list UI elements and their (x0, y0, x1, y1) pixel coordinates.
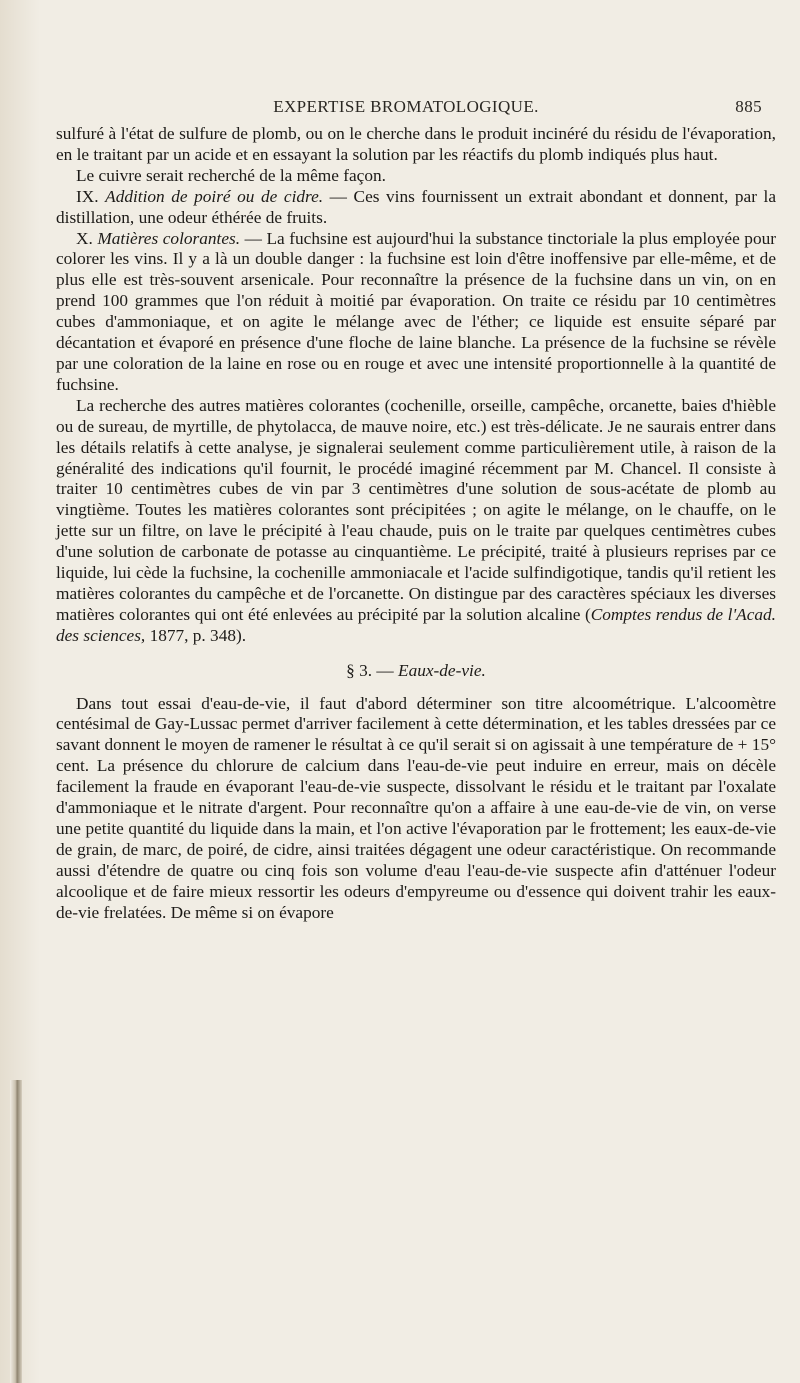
running-title: EXPERTISE BROMATOLOGIQUE. (273, 97, 539, 116)
paragraph-autres-colorantes (56, 396, 776, 647)
section-number: § 3. — (346, 660, 399, 680)
page-number: 885 (735, 97, 762, 116)
item-body-colorantes: — La fuchsine est aujourd'hui la substance tinctoriale la plus employée pour colorer les vins. Il y a là un double danger : la fuchsine est loin d'être inoffensive par elle-même, et de plus elle est très-souvent arsenicale. Pour reconnaître la présence de la fuchsine dans un vin, on en prend 100 grammes que l'on réduit à moitié par évaporation. On traite ce résidu par 10 centimètres cubes d'ammoniaque, et on agite le mélange avec de l'éther; ce liquide est ensuite séparé par décantation et évaporé en présence d'une floche de laine blanche. La présence de la fuchsine se révèle par une coloration de la laine en rose ou en rouge et avec une intensité proportionnelle à la quantité de fuchsine. (56, 228, 776, 394)
running-header (50, 97, 762, 121)
item-number-x: X. (76, 228, 93, 248)
paragraph-cuivre: Le cuivre serait recherché de la même façon. (76, 165, 386, 185)
paragraph-eaux-de-vie: Dans tout essai d'eau-de-vie, il faut d'abord déterminer son titre alcoométrique. L'alcoomètre centésimal de Gay-Lussac permet d'arriver facilement à cette détermination, et les tables dressées par ce savant donnent le moyen de ramener le résultat à ce qu'il serait si on agissait à une température de + 15° cent. La présence du chlorure de calcium dans l'eau-de-vie peut induire en erreur, mais on décèle facilement la fraude en évaporant l'eau-de-vie suspecte, dissolvant le résidu et le traitant par l'oxalate d'ammoniaque et le nitrate d'argent. Pour reconnaître qu'on a affaire à une eau-de-vie de vin, on verse une petite quantité du liquide dans la main, et l'on active l'évaporation par le frottement; les eaux-de-vie de grain, de marc, de poiré, de cidre, ainsi traitées dégagent une odeur caractéristique. On recommande aussi d'étendre de quatre ou cinq fois son volume d'eau l'eau-de-vie suspecte afin d'atténuer l'odeur alcoolique et de faire mieux ressortir les odeurs d'empyreume ou d'essence qui doivent trahir les eaux-de-vie frelatées. De même si on évapore (56, 693, 776, 922)
paragraph-lead-ending: sulfuré à l'état de sulfure de plomb, ou on le cherche dans le produit incinéré du résidu de l'évaporation, en le traitant par un acide et en essayant la solution par les réactifs du plomb indiqués plus haut. (56, 124, 776, 164)
binding-gutter (10, 1080, 22, 1383)
paragraph-poire-cidre (56, 187, 776, 229)
item-title-poire: Addition de poiré ou de cidre. (105, 186, 324, 206)
item-number-ix: IX. (76, 186, 99, 206)
item-body-poire: — Ces vins fournissent un extrait abondant et donnent, par la distillation, une odeur éthérée de fruits. (56, 186, 776, 227)
section-title: Eaux-de-vie. (398, 660, 486, 680)
citation-tail: 1877, p. 348). (145, 625, 247, 645)
section-heading (56, 661, 776, 682)
citation: Comptes rendus de l'Acad. des sciences, (56, 604, 777, 645)
item-title-colorantes: Matières colorantes. (97, 228, 241, 248)
paragraph-body: La recherche des autres matières colorantes (cochenille, orseille, campêche, orcanette, baies d'hièble ou de sureau, de myrtille, de phytolacca, de mauve noire, etc.) est très-délicate. Je ne saurais entrer dans les détails relatifs à cette analyse, je signalerai seulement comme particulièrement utile, à raison de la généralité des indications qu'il fournit, le procédé imaginé récemment par M. Chancel. Il consiste à traiter 10 centimètres cubes de vin par 3 centimètres d'une solution de sous-acétate de plomb au vingtième. Toutes les matières colorantes sont précipitées ; on agite le mélange, on le chauffe, on le jette sur un filtre, on lave le précipité à l'eau chaude, puis on le traite par quelques centimètres cubes d'une solution de carbonate de potasse au cinquantième. Le précipité, traité à plusieurs reprises par ce liquide, lui cède la fuchsine, la cochenille ammoniacale et l'acide sulfindigotique, tandis qu'il retient les matières colorantes du campêche et de l'orcanette. On distingue par des caractères spéciaux les diverses matières colorantes qui ont été enlevées au précipité par la solution alcaline ( (56, 395, 776, 624)
paragraph-matieres-colorantes (56, 229, 776, 396)
body-text (56, 124, 776, 924)
